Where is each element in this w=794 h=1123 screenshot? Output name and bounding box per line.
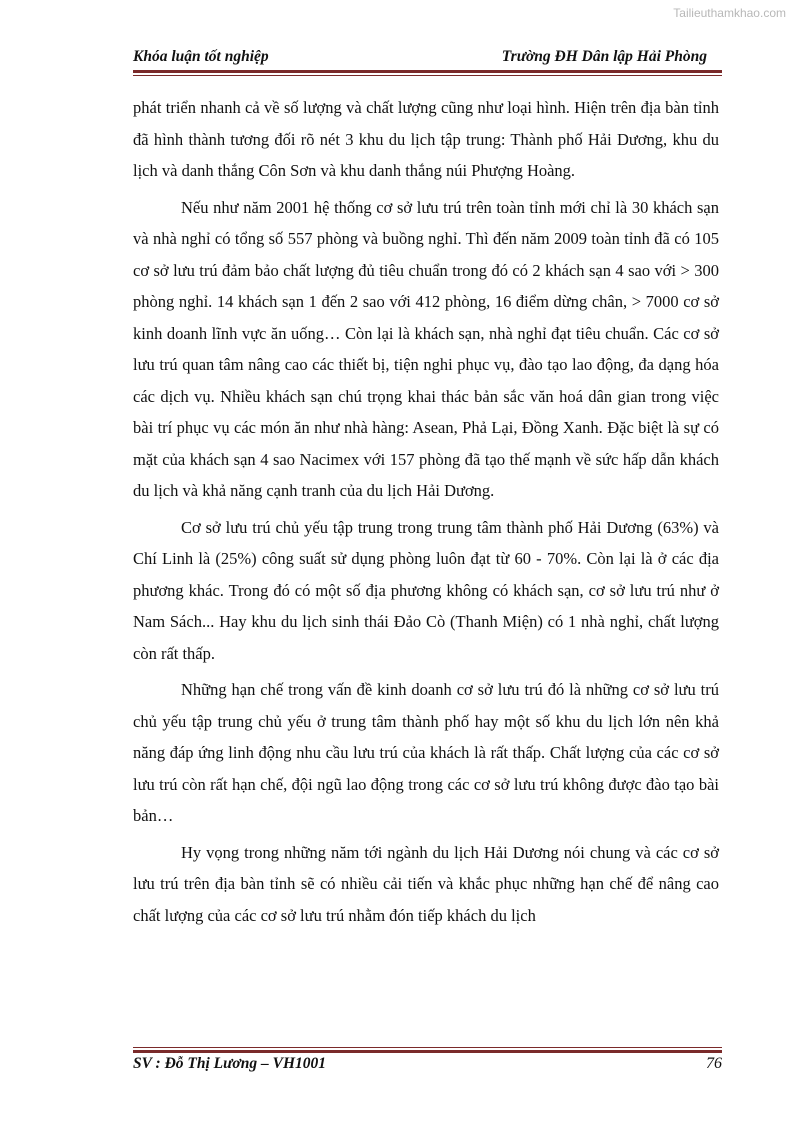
page-number: 76: [706, 1055, 722, 1072]
paragraph-3: Cơ sở lưu trú chủ yếu tập trung trong trung tâm thành phố Hải Dương (63%) và Chí Linh là (25%) công suất sử dụng phòng luôn đạt từ 60 - 70%. Còn lại là ở các địa phương khác. Trong đó có một số địa phương không có khách sạn, cơ sở lưu trú như ở Nam Sách... Hay khu du lịch sinh thái Đảo Cò (Thanh Miện) có 1 nhà nghỉ, chất lượng còn rất thấp.: [133, 517, 719, 663]
paragraph-5: Hy vọng trong những năm tới ngành du lịch Hải Dương nói chung và các cơ sở lưu trú trên địa bàn tỉnh sẽ có nhiều cải tiến và khắc phục những hạn chế để nâng cao chất lượng của các cơ sở lưu trú nhằm đón tiếp khách du lịch: [133, 842, 719, 925]
footer-divider: [133, 1047, 722, 1053]
watermark-text: Tailieuthamkhao.com: [673, 6, 786, 20]
document-body: [133, 92, 719, 931]
page-header: [133, 48, 707, 66]
header-thesis-label: Khóa luận tốt nghiệp: [133, 48, 269, 65]
paragraph-2: Nếu như năm 2001 hệ thống cơ sở lưu trú trên toàn tỉnh mới chỉ là 30 khách sạn và nhà nghỉ có tổng số 557 phòng và buồng nghỉ. Thì đến năm 2009 toàn tỉnh đã có 105 cơ sở lưu trú đảm bảo chất lượng đủ tiêu chuẩn trong đó có 2 khách sạn 4 sao với > 300 phòng nghỉ. 14 khách sạn 1 đến 2 sao với 412 phòng, 16 điểm dừng chân, > 7000 cơ sở kinh doanh lĩnh vực ăn uống… Còn lại là khách sạn, nhà nghỉ đạt tiêu chuẩn. Các cơ sở lưu trú quan tâm nâng cao các thiết bị, tiện nghi phục vụ, đào tạo lao động, đa dạng hóa các dịch vụ. Nhiều khách sạn chú trọng khai thác bản sắc văn hoá dân gian trong việc bài trí phục vụ các món ăn như nhà hàng: Asean, Phả Lại, Đồng Xanh. Đặc biệt là sự có mặt của khách sạn 4 sao Nacimex với 157 phòng đã tạo thế mạnh về sức hấp dẫn khách du lịch và khả năng cạnh tranh của du lịch Hải Dương.: [133, 197, 719, 500]
paragraph-4: Những hạn chế trong vấn đề kinh doanh cơ sở lưu trú đó là những cơ sở lưu trú chủ yếu tập trung chủ yếu ở trung tâm thành phố hay một số khu du lịch lớn nên khả năng đáp ứng linh động nhu cầu lưu trú của khách là rất thấp. Chất lượng của các cơ sở lưu trú còn rất hạn chế, đội ngũ lao động trong các cơ sở lưu trú không được đào tạo bài bản…: [133, 680, 719, 825]
footer-student-label: SV : Đỗ Thị Lương – VH1001: [133, 1055, 327, 1072]
header-university-label: Trường ĐH Dân lập Hải Phòng: [501, 48, 707, 65]
header-divider: [133, 70, 722, 76]
page-footer: [133, 1055, 722, 1073]
paragraph-1: phát triển nhanh cả về số lượng và chất lượng cũng như loại hình. Hiện trên địa bàn tỉnh đã hình thành tương đối rõ nét 3 khu du lịch tập trung: Thành phố Hải Dương, khu du lịch và danh thắng Côn Sơn và khu danh thắng núi Phượng Hoàng.: [133, 98, 719, 180]
